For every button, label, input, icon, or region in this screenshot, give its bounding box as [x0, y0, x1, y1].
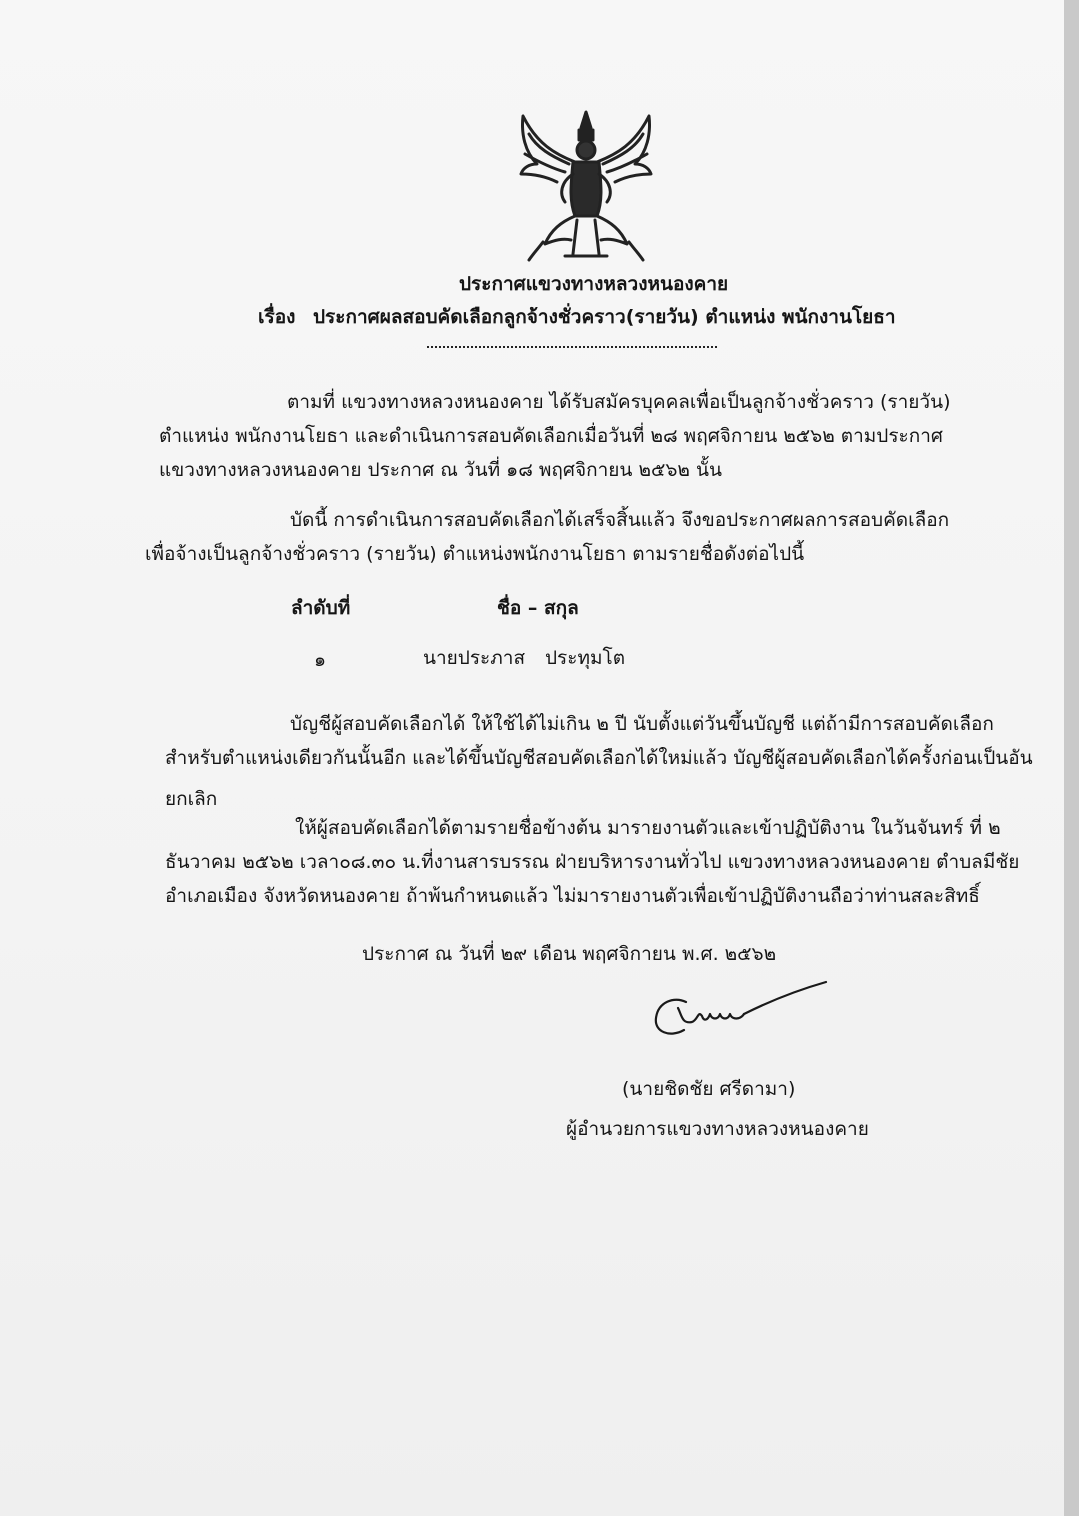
paragraph-2-line-2: เพื่อจ้างเป็นลูกจ้างชั่วคราว (รายวัน) ตำแหน่งพนักงานโยธา ตามรายชื่อดังต่อไปนี้: [145, 543, 805, 565]
paragraph-1-line-3: แขวงทางหลวงหนองคาย ประกาศ ณ วันที่ ๑๘ พฤศจิกายน ๒๕๖๒ นั้น: [159, 459, 722, 481]
signer-title: ผู้อำนวยการแขวงทางหลวงหนองคาย: [566, 1118, 869, 1140]
signature-image: [648, 980, 838, 1050]
row-last-name: ประทุมโต: [545, 647, 626, 669]
paragraph-4-line-2: ธันวาคม ๒๕๖๒ เวลา๐๘.๓๐ น.ที่งานสารบรรณ ฝ่ายบริหารงานทั่วไป แขวงทางหลวงหนองคาย ตำบลมีชัย: [165, 851, 1020, 873]
paragraph-1-line-1: ตามที่ แขวงทางหลวงหนองคาย ได้รับสมัครบุคคลเพื่อเป็นลูกจ้างชั่วคราว (รายวัน): [287, 391, 951, 413]
announcement-title: ประกาศแขวงทางหลวงหนองคาย: [459, 273, 729, 295]
garuda-emblem-icon: [515, 104, 657, 266]
subject-label: เรื่อง: [258, 306, 296, 328]
row-order: ๑: [314, 649, 327, 671]
row-first-name: นายประภาส: [423, 647, 526, 669]
column-header-order: ลำดับที่: [291, 597, 351, 619]
column-header-name: ชื่อ – สกุล: [497, 597, 579, 619]
paragraph-3-line-2: สำหรับตำแหน่งเดียวกันนั้นอีก และได้ขึ้นบัญชีสอบคัดเลือกได้ใหม่แล้ว บัญชีผู้สอบคัดเลือกได้ครั้งก่อนเป็นอัน: [165, 747, 1033, 769]
paragraph-3-line-3: ยกเลิก: [165, 788, 218, 810]
paragraph-2-line-1: บัดนี้ การดำเนินการสอบคัดเลือกได้เสร็จสิ้นแล้ว จึงขอประกาศผลการสอบคัดเลือก: [290, 509, 950, 531]
dotted-divider: [427, 346, 717, 348]
paragraph-4-line-1: ให้ผู้สอบคัดเลือกได้ตามรายชื่อข้างต้น มารายงานตัวและเข้าปฏิบัติงาน ในวันจันทร์ ที่ ๒: [295, 817, 1001, 839]
subject-text: ประกาศผลสอบคัดเลือกลูกจ้างชั่วคราว(รายวัน) ตำแหน่ง พนักงานโยธา: [313, 306, 896, 328]
page-edge: [1064, 0, 1079, 1516]
paragraph-3-line-1: บัญชีผู้สอบคัดเลือกได้ ให้ใช้ได้ไม่เกิน ๒ ปี นับตั้งแต่วันขึ้นบัญชี แต่ถ้ามีการสอบคัดเลือก: [290, 713, 994, 735]
announcement-date: ประกาศ ณ วันที่ ๒๙ เดือน พฤศจิกายน พ.ศ. ๒๕๖๒: [362, 943, 777, 965]
signer-name: (นายชิดชัย ศรีดามา): [622, 1078, 796, 1100]
paragraph-1-line-2: ตำแหน่ง พนักงานโยธา และดำเนินการสอบคัดเลือกเมื่อวันที่ ๒๘ พฤศจิกายน ๒๕๖๒ ตามประกาศ: [159, 425, 943, 447]
paragraph-4-line-3: อำเภอเมือง จังหวัดหนองคาย ถ้าพ้นกำหนดแล้ว ไม่มารายงานตัวเพื่อเข้าปฏิบัติงานถือว่าท่านสละสิทธิ์: [165, 885, 980, 907]
